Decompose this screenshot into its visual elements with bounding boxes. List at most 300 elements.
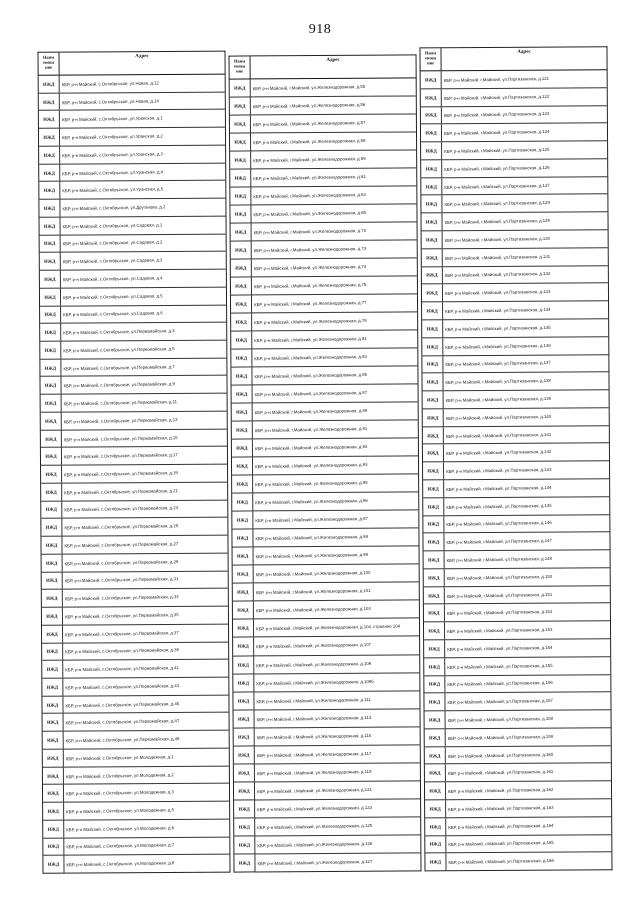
address-text: КБР, р-н Майский, г.Майский, ул.Партизанская, д.134: [445, 306, 551, 315]
address-cell: [61, 341, 226, 359]
column-rows: [38, 75, 231, 874]
building-type-cell: ИЖД: [425, 729, 446, 746]
table-row: [40, 287, 226, 306]
address-cell: [64, 802, 229, 820]
address-cell: [251, 132, 416, 150]
building-type-cell: ИЖД: [425, 818, 446, 835]
address-text: КБР, р-н Майский, г.Майский, ул.Железнодорожная, д.111: [256, 696, 371, 704]
building-type-cell: ИЖД: [39, 93, 60, 110]
table-columns: [37, 48, 612, 873]
address-cell: [61, 376, 226, 394]
building-type-cell: ИЖД: [424, 569, 445, 586]
building-type-cell: ИЖД: [421, 89, 442, 106]
address-cell: [61, 270, 226, 288]
address-text: КБР, р-н Майский, г.Майский, ул.Партизанская, д.130: [444, 235, 551, 243]
address-text: КБР, р-н Майский, с.Октябрьское, ул.Садовая, д.2: [62, 239, 163, 247]
address-cell: [445, 621, 610, 639]
table-row: [39, 163, 225, 182]
building-type-cell: ИЖД: [234, 782, 255, 799]
address-text: КБР, р-н Майский, г.Майский, ул.Железнодорожная, д.79: [254, 318, 367, 326]
table-row: [231, 295, 417, 314]
address-text: КБР, р-н Майский, г.Майский, ул.Железнодорожная, д.107: [256, 642, 372, 650]
building-type-cell: ИЖД: [424, 676, 445, 693]
table-row: [424, 604, 610, 623]
address-text: КБР, р-н Майский, г.Майский, ул.Партизанская, д.146: [446, 520, 552, 528]
address-cell: [62, 518, 227, 536]
table-row: [230, 187, 416, 206]
address-text: КБР, р-н Майский, г.Майский, ул.Партизанская, д.153: [446, 626, 553, 635]
building-type-cell: ИЖД: [425, 854, 446, 871]
address-cell: [62, 429, 227, 447]
address-cell: [255, 763, 420, 781]
address-cell: [62, 500, 227, 518]
address-cell: [253, 403, 418, 421]
building-type-cell: ИЖД: [43, 732, 64, 749]
building-type-cell: ИЖД: [425, 783, 446, 800]
table-row: [424, 693, 610, 712]
address-cell: [445, 657, 610, 675]
building-type-cell: ИЖД: [40, 359, 61, 376]
building-type-cell: ИЖД: [41, 483, 62, 500]
address-text: КБР, р-н Майский, г.Майский, ул.Партизанская, д.142: [445, 449, 552, 457]
table-row: [40, 270, 226, 289]
address-cell: [60, 110, 225, 128]
address-cell: [63, 678, 228, 696]
table-row: [233, 691, 419, 710]
address-cell: [62, 465, 227, 483]
address-text: КБР, р-н Майский, с.Октябрьское, ул.Молодежная, д.6: [66, 824, 175, 833]
address-text: КБР, р-н Майский, г.Майский, ул.Железнодорожная, д.97: [255, 516, 368, 524]
building-type-cell: ИЖД: [40, 306, 61, 323]
address-text: КБР, р-н Майский, с.Октябрьское, ул.Первомайская, д.29: [64, 558, 179, 567]
building-type-cell: ИЖД: [233, 602, 254, 619]
address-cell: [60, 75, 225, 93]
address-text: КБР, р-н Майский, с.Октябрьское, ул.Друганова, д.2: [62, 204, 166, 212]
table-row: [231, 223, 417, 242]
address-cell: [253, 511, 418, 529]
address-text: КБР, р-н Майский, с.Октябрьское, ул.Первомайская, д.9: [63, 381, 175, 389]
building-type-cell: ИЖД: [421, 178, 442, 195]
address-text: КБР, р-н Майский, с.Октябрьское, ул.Первомайская, д.5: [63, 346, 175, 354]
address-cell: [253, 439, 418, 457]
table-row: [423, 461, 609, 480]
table-row: [423, 533, 609, 552]
address-text: КБР, р-н Майский, г.Майский, ул.Партизанская, д.155: [447, 662, 553, 670]
address-text: КБР, р-н Майский, г.Майский, ул.Партизанская, д.140: [445, 413, 552, 421]
address-text: КБР, р-н Майский, с.Октябрьское, ул.Первомайская, д.7: [63, 363, 175, 371]
table-row: [422, 373, 608, 392]
building-type-cell: ИЖД: [422, 231, 443, 248]
address-cell: [446, 853, 611, 871]
building-type-cell: ИЖД: [422, 356, 443, 373]
address-text: КБР, р-н Майский, с.Октябрьское, ул.Уранская, д.3: [62, 151, 163, 159]
table-row: [39, 181, 225, 200]
address-text: КБР, р-н Майский, с.Октябрьское, ул.Молодежная, д.3: [65, 789, 174, 797]
address-cell: [64, 819, 229, 837]
address-cell: [60, 146, 225, 164]
table-row: [233, 547, 419, 566]
address-text: КБР, р-н Майский, с.Октябрьское, ул.Первомайская, д.25: [64, 523, 179, 531]
table-row: [233, 565, 419, 584]
building-type-cell: ИЖД: [234, 836, 255, 853]
table-row: [43, 713, 229, 732]
address-cell: [253, 493, 418, 511]
address-text: КБР, р-н Майский, г.Майский, ул.Партизанская, д.129: [444, 218, 550, 226]
address-text: КБР, р-н Майский, г.Майский, ул.Железнодорожная, д.91: [254, 426, 368, 434]
address-text: КБР, р-н Майский, г.Майский, ул.Железнодорожная, д.61: [253, 174, 366, 182]
address-text: КБР, р-н Майский, с.Октябрьское, ул.Первомайская, д.21: [64, 487, 178, 496]
building-type-cell: ИЖД: [231, 242, 252, 259]
address-text: КБР, р-н Майский, г.Майский, ул.Железнодорожная, д.123: [257, 804, 373, 812]
address-cell: [252, 277, 417, 295]
address-text: КБР, р-н Майский, г.Майский, ул.Железнодорожная, д.63: [253, 192, 366, 200]
table-row: [39, 75, 225, 94]
address-cell: [254, 691, 419, 709]
table-row: [39, 92, 225, 111]
building-type-cell: ИЖД: [230, 188, 251, 205]
building-type-cell: ИЖД: [232, 476, 253, 493]
address-text: КБР, р-н Майский, г.Майский, ул.Партизанская, д.141: [445, 431, 552, 439]
address-text: КБР, р-н Майский, г.Майский, ул.Железнодорожная, д.100: [255, 570, 371, 578]
address-text: КБР, р-н Майский, г.Майский, ул.Партизанская, д.144: [446, 484, 552, 492]
address-text: КБР, р-н Майский, г.Майский, ул.Партизанская, д.131: [444, 253, 551, 261]
table-row: [232, 475, 418, 494]
table-row: [40, 234, 226, 253]
address-cell: [253, 475, 418, 493]
address-cell: [444, 444, 609, 462]
address-text: КБР, р-н Майский, г.Майский, ул.Партизанская, д.136: [445, 342, 551, 350]
table-row: [425, 782, 611, 801]
building-type-cell: ИЖД: [41, 501, 62, 518]
table-row: [41, 412, 227, 431]
building-type-cell: ИЖД: [39, 111, 60, 128]
table-row: [421, 159, 607, 178]
building-type-cell: ИЖД: [234, 728, 255, 745]
address-cell: [443, 337, 608, 355]
table-row: [39, 199, 225, 218]
table-row: [41, 518, 227, 537]
table-row: [43, 766, 229, 785]
table-row: [41, 482, 227, 501]
address-cell: [445, 693, 610, 711]
address-cell: [60, 199, 225, 217]
address-cell: [63, 607, 228, 625]
address-cell: [446, 782, 611, 800]
address-cell: [61, 234, 226, 252]
address-text: КБР, р-н Майский, г.Майский, ул.Партизанская, д.137: [445, 360, 551, 368]
table-row: [232, 511, 418, 530]
address-cell: [64, 855, 229, 873]
building-type-cell: ИЖД: [39, 164, 60, 181]
address-cell: [442, 70, 607, 88]
building-type-cell: ИЖД: [233, 638, 254, 655]
building-type-cell: ИЖД: [424, 551, 445, 568]
table-row: [40, 252, 226, 271]
address-cell: [252, 295, 417, 313]
address-cell: [62, 412, 227, 430]
address-cell: [63, 553, 228, 571]
building-type-cell: ИЖД: [233, 566, 254, 583]
address-text: КБР, р-н Майский, г.Майский, ул.Железнодорожная, д.95: [255, 480, 368, 488]
address-cell: [251, 78, 416, 96]
building-type-cell: ИЖД: [42, 590, 63, 607]
table-row: [233, 637, 419, 656]
address-text: КБР, р-н Майский, с.Октябрьское, ул.Первомайская, д.3: [63, 328, 175, 336]
table-row: [424, 550, 610, 569]
table-row: [422, 319, 608, 338]
building-type-cell: ИЖД: [234, 800, 255, 817]
table-row: [230, 132, 416, 151]
table-row: [232, 529, 418, 548]
address-text: КБР, р-н Майский, с.Октябрьское, ул.Молодежная, д.1: [65, 753, 174, 762]
table-row: [230, 169, 416, 188]
table-row: [422, 355, 608, 374]
address-text: КБР, р-н Майский, г.Майский, ул.Железнодорожная, д.81: [254, 336, 367, 344]
address-cell: [63, 589, 228, 607]
building-type-cell: ИЖД: [234, 818, 255, 835]
building-type-cell: ИЖД: [231, 224, 252, 241]
address-text: КБР, р-н Майский, г.Майский, ул.Железнодорожная, д.55: [252, 83, 366, 92]
address-cell: [64, 766, 229, 784]
page-number: 918: [308, 22, 332, 37]
address-cell: [255, 799, 420, 817]
building-type-cell: ИЖД: [422, 338, 443, 355]
address-cell: [252, 313, 417, 331]
building-type-cell: ИЖД: [232, 422, 253, 439]
address-cell: [63, 660, 228, 678]
building-type-cell: ИЖД: [39, 76, 60, 93]
table-row: [43, 784, 229, 803]
table-row: [40, 216, 226, 235]
address-cell: [255, 745, 420, 763]
address-cell: [253, 385, 418, 403]
building-type-cell: ИЖД: [41, 466, 62, 483]
table-column-3: [419, 46, 612, 871]
table-row: [424, 639, 610, 658]
building-type-cell: ИЖД: [42, 661, 63, 678]
building-type-cell: ИЖД: [422, 249, 443, 266]
address-text: КБР, р-н Майский, г.Майский, ул.Партизанская, д.132: [444, 271, 551, 279]
address-cell: [442, 159, 607, 177]
address-cell: [445, 604, 610, 622]
table-row: [43, 819, 229, 838]
address-text: КБР, р-н Майский, г.Майский, ул.Железнодорожная, д.73: [253, 246, 367, 254]
building-type-cell: ИЖД: [231, 260, 252, 277]
address-cell: [444, 426, 609, 444]
address-cell: [442, 124, 607, 142]
address-text: КБР, р-н Майский, г.Майский, ул.Партизанская, д.135: [445, 324, 551, 332]
building-type-cell: ИЖД: [422, 374, 443, 391]
address-cell: [254, 619, 419, 637]
building-type-cell: ИЖД: [43, 767, 64, 784]
table-row: [232, 403, 418, 422]
address-cell: [252, 367, 417, 385]
address-cell: [445, 586, 610, 604]
address-text: КБР, р-н Майский, с.Октябрьское, ул.Первомайская, д.37: [65, 629, 179, 638]
building-type-cell: ИЖД: [232, 494, 253, 511]
building-type-cell: ИЖД: [231, 278, 252, 295]
table-row: [423, 408, 609, 427]
address-cell: [63, 695, 228, 713]
building-type-cell: ИЖД: [424, 640, 445, 657]
table-row: [231, 331, 417, 350]
table-row: [234, 781, 420, 800]
building-type-cell: ИЖД: [232, 386, 253, 403]
building-type-cell: ИЖД: [425, 747, 446, 764]
address-text: КБР, р-н Майский, с.Октябрьское, ул.Первомайская, д.41: [65, 665, 180, 673]
address-text: КБР, р-н Майский, г.Майский, ул.Железнодорожная, д.76: [253, 282, 367, 290]
table-row: [423, 515, 609, 534]
address-cell: [255, 727, 420, 745]
table-row: [230, 96, 416, 115]
address-cell: [443, 284, 608, 302]
address-cell: [255, 853, 420, 871]
address-cell: [253, 421, 418, 439]
address-cell: [60, 92, 225, 110]
table-row: [232, 421, 418, 440]
address-cell: [255, 709, 420, 727]
address-text: КБР, р-н Майский, с.Октябрьское, ул.Новая, д.14: [61, 97, 159, 105]
table-row: [41, 500, 227, 519]
address-text: КБР, р-н Майский, с.Октябрьское, ул.Первомайская, д.13: [63, 416, 178, 425]
address-cell: [64, 713, 229, 731]
address-cell: [60, 181, 225, 199]
building-type-cell: ИЖД: [41, 537, 62, 554]
building-type-cell: ИЖД: [424, 658, 445, 675]
address-text: КБР, р-н Майский, г.Майский, ул.Железнодорожная, д.127: [257, 858, 373, 866]
building-type-cell: ИЖД: [40, 253, 61, 270]
table-row: [422, 337, 608, 356]
table-row: [42, 553, 228, 572]
building-type-cell: ИЖД: [43, 750, 64, 767]
address-text: КБР, р-н Майский, с.Октябрьское, ул.Уранская, д.4: [62, 168, 164, 176]
building-type-cell: ИЖД: [423, 516, 444, 533]
table-row: [43, 802, 229, 821]
address-text: КБР, р-н Майский, г.Майский, ул.Железнодорожная, д.85: [254, 372, 368, 380]
address-text: КБР, р-н Майский, г.Майский, ул.Партизанская, д.148: [446, 555, 553, 563]
address-text: КБР, р-н Майский, г.Майский, ул.Железнодорожная, д.113: [256, 714, 372, 722]
building-type-cell: ИЖД: [234, 764, 255, 781]
table-row: [233, 673, 419, 692]
building-type-cell: ИЖД: [422, 320, 443, 337]
address-cell: [254, 583, 419, 601]
address-text: КБР, р-н Майский, с.Октябрьское, ул.Первомайская, д.35: [64, 611, 179, 620]
address-cell: [444, 461, 609, 479]
address-cell: [445, 568, 610, 586]
address-cell: [252, 259, 417, 277]
building-type-cell: ИЖД: [422, 267, 443, 284]
address-text: КБР, р-н Майский, с.Октябрьское, ул.Новая, д.12: [61, 80, 159, 88]
building-type-cell: ИЖД: [233, 620, 254, 637]
address-cell: [446, 835, 611, 853]
address-text: КБР, р-н Майский, с.Октябрьское, ул.Первомайская, д.45: [65, 700, 180, 708]
building-type-cell: ИЖД: [41, 448, 62, 465]
table-row: [40, 305, 226, 324]
building-type-cell: ИЖД: [40, 288, 61, 305]
column-rows: [229, 78, 422, 872]
address-cell: [442, 177, 607, 195]
address-cell: [60, 163, 225, 181]
address-text: КБР, р-н Майский, г.Майский, ул.Железнодорожная, д.92: [254, 444, 368, 452]
address-text: КБР, р-н Майский, г.Майский, ул.Партизанская, д.161: [447, 769, 554, 777]
address-cell: [62, 536, 227, 554]
table-row: [40, 376, 226, 395]
building-type-cell: ИЖД: [232, 404, 253, 421]
column-header: [37, 51, 225, 76]
building-type-cell: ИЖД: [40, 377, 61, 394]
building-type-cell: ИЖД: [231, 368, 252, 385]
table-row: [40, 358, 226, 377]
address-cell: [252, 331, 417, 349]
table-row: [424, 586, 610, 605]
table-row: [230, 78, 416, 97]
address-header: Адрес: [135, 54, 149, 60]
building-type-cell: ИЖД: [423, 480, 444, 497]
address-text: КБР, р-н Майский, с.Октябрьское, ул.Молодежная, д.5: [66, 807, 175, 815]
building-type-cell: ИЖД: [41, 519, 62, 536]
table-row: [42, 589, 228, 608]
building-type-cell: ИЖД: [424, 694, 445, 711]
building-type-cell: ИЖД: [423, 534, 444, 551]
address-cell: [251, 187, 416, 205]
address-cell: [251, 114, 416, 132]
table-row: [39, 110, 225, 129]
building-type-cell: ИЖД: [39, 182, 60, 199]
building-type-cell: ИЖД: [40, 342, 61, 359]
table-row: [425, 728, 611, 747]
address-text: КБР, р-н Майский, г.Майский, ул.Партизанская, д.166: [448, 858, 554, 866]
building-type-cell: ИЖД: [42, 608, 63, 625]
building-type-cell: ИЖД: [39, 129, 60, 146]
table-row: [422, 248, 608, 267]
address-cell: [252, 223, 417, 241]
building-type-cell: ИЖД: [43, 820, 64, 837]
table-row: [231, 241, 417, 260]
address-cell: [62, 482, 227, 500]
building-type-cell: ИЖД: [42, 679, 63, 696]
building-type-cell: ИЖД: [421, 196, 442, 213]
address-cell: [252, 349, 417, 367]
address-cell: [254, 601, 419, 619]
address-cell: [445, 639, 610, 657]
table-row: [422, 266, 608, 285]
building-type-cell: ИЖД: [424, 622, 445, 639]
address-cell: [443, 319, 608, 337]
table-row: [42, 571, 228, 590]
building-type-cell: ИЖД: [230, 115, 251, 132]
address-text: КБР, р-н Майский, г.Майский, ул.Партизанская, д.125: [444, 146, 550, 155]
table-row: [234, 709, 420, 728]
table-row: [39, 146, 225, 165]
address-text: КБР, р-н Майский, с.Октябрьское, ул.Уранская, д.2: [61, 133, 163, 141]
building-type-cell: ИЖД: [423, 445, 444, 462]
building-type-cell: ИЖД: [230, 97, 251, 114]
address-cell: [444, 390, 609, 408]
address-cell: [64, 748, 229, 766]
table-row: [422, 301, 608, 320]
table-row: [232, 457, 418, 476]
address-text: КБР, р-н Майский, г.Майский, ул.Партизанская, д.138: [445, 378, 551, 386]
address-cell: [64, 837, 229, 855]
table-row: [41, 536, 227, 555]
address-text: КБР, р-н Майский, г.Майский, ул.Железнодорожная, д.109: [256, 660, 372, 668]
address-text: КБР, р-н Майский, с.Октябрьское, ул.Первомайская, д.43: [65, 682, 180, 691]
building-type-cell: ИЖД: [421, 142, 442, 159]
address-text: КБР, р-н Майский, г.Майский, ул.Железнодорожная, д.65: [253, 210, 367, 218]
column-header: [229, 54, 417, 79]
table-row: [40, 341, 226, 360]
address-cell: [61, 323, 226, 341]
